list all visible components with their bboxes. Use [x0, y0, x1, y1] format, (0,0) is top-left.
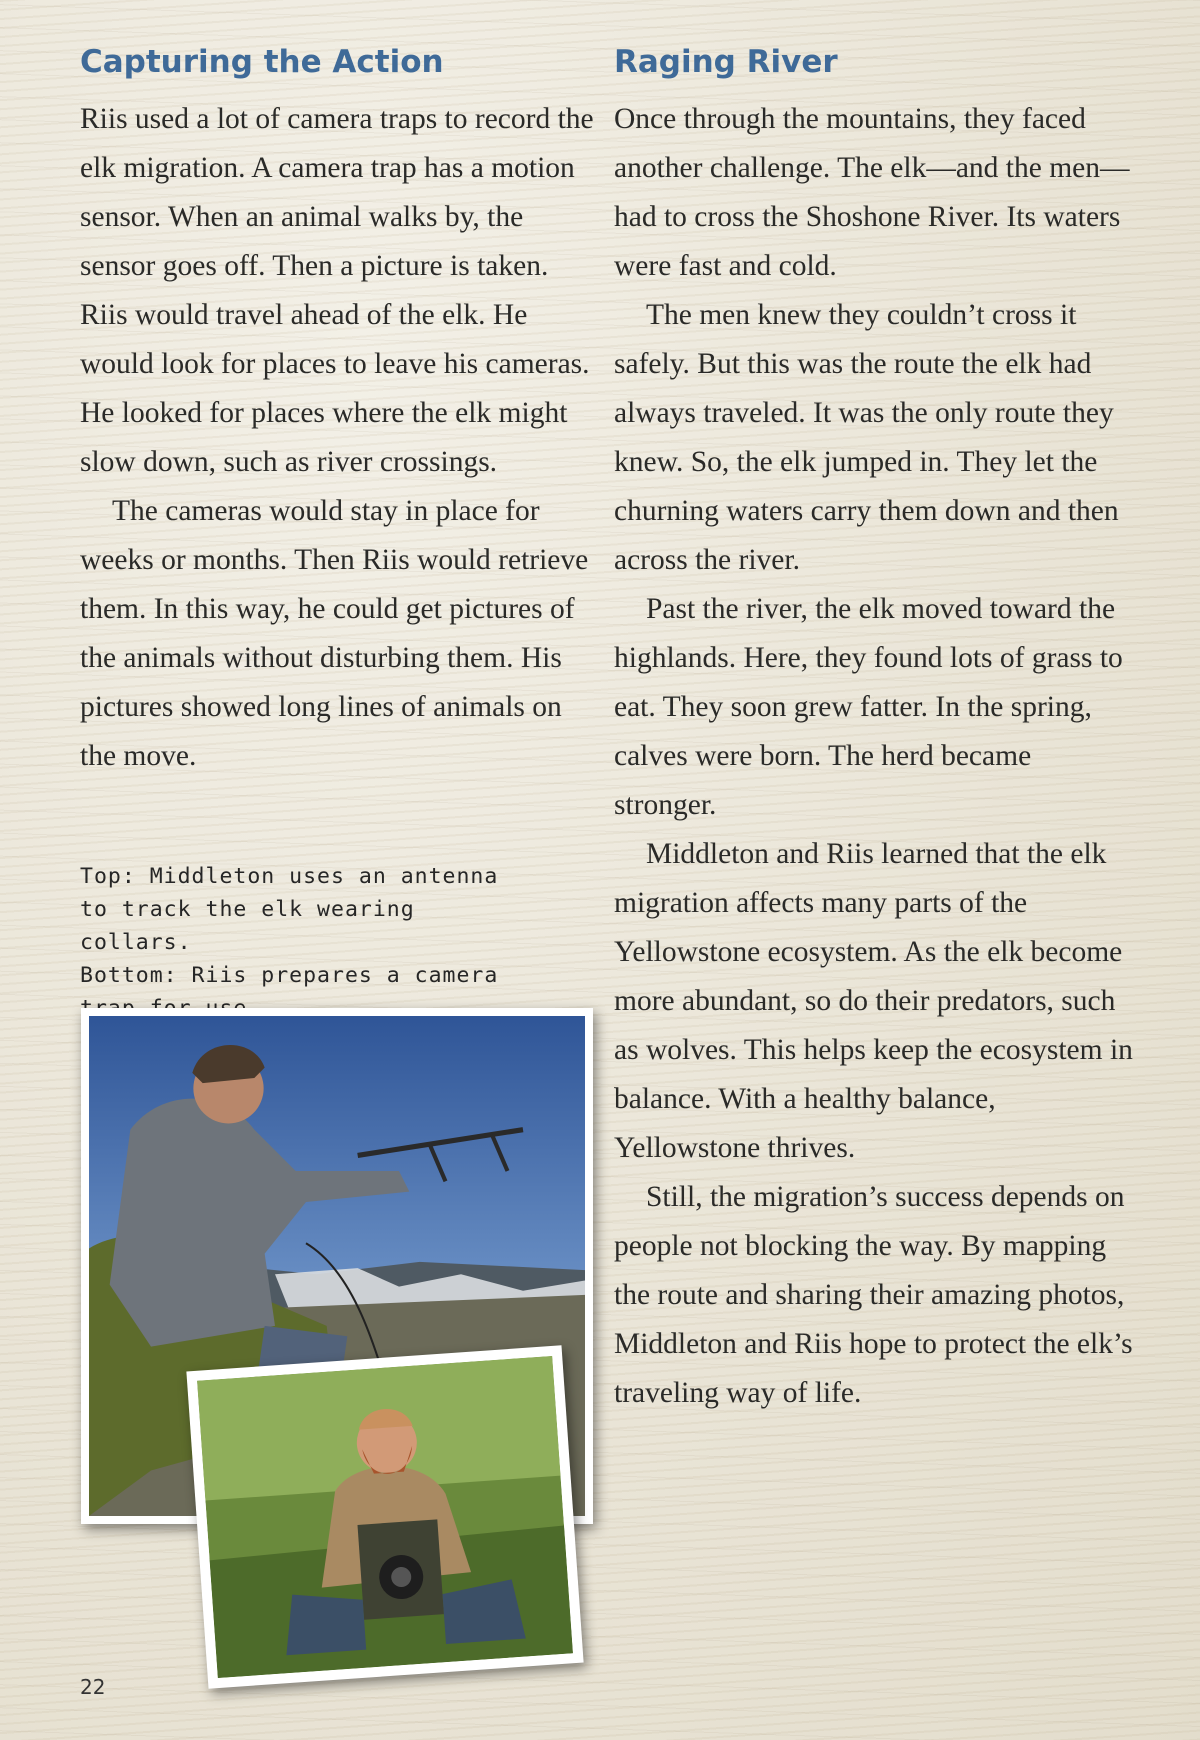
caption-top: Top: Middleton uses an antenna to track the elk wearing collars. — [80, 864, 499, 955]
paragraph: Once through the mountains, they faced another challenge. The elk—and the men—had to cross the Shoshone River. Its waters were fast and cold. — [614, 103, 1130, 282]
caption-bottom: Bottom: Riis prepares a camera — [80, 963, 499, 988]
paragraph: Riis used a lot of camera traps to record the elk migration. A camera trap has a motion sensor. When an animal walks by, the sensor goes off. Then a picture is taken. Riis would travel ahead of the elk. He would look for places to leave his cameras. He looked for places where the elk might slow down, such as river crossings. — [80, 103, 594, 478]
right-column-text — [614, 95, 1134, 1418]
left-column-text — [80, 95, 600, 781]
camera-trap-photo-image — [197, 1356, 573, 1678]
page-number: 22 — [80, 1675, 106, 1699]
paragraph: Middleton and Riis learned that the elk migration affects many parts of the Yellowstone ecosystem. As the elk become more abundant, so do their predators, such as wolves. This helps keep the ecosystem in balance. With a healthy balance, Yellowstone thrives. — [614, 838, 1133, 1164]
section-heading-capturing: Capturing the Action — [80, 44, 444, 80]
photo-camera-trap — [186, 1345, 583, 1688]
photo-caption — [80, 860, 540, 1025]
paragraph: The men knew they couldn’t cross it safely. But this was the route the elk had always traveled. It was the only route they knew. So, the elk jumped in. They let the churning waters carry them down and then across the river. — [614, 299, 1119, 576]
paragraph: Past the river, the elk moved toward the highlands. Here, they found lots of grass to eat. They soon grew fatter. In the spring, calves were born. The herd became stronger. — [614, 593, 1123, 821]
paragraph: Still, the migration’s success depends on people not blocking the way. By mapping the route and sharing their amazing photos, Middleton and Riis hope to protect the elk’s traveling way of life. — [614, 1181, 1133, 1409]
paragraph: The cameras would stay in place for weeks or months. Then Riis would retrieve them. In this way, he could get pictures of the animals without disturbing them. His pictures showed long lines of animals on the move. — [80, 495, 589, 772]
section-heading-raging-river: Raging River — [614, 44, 838, 80]
